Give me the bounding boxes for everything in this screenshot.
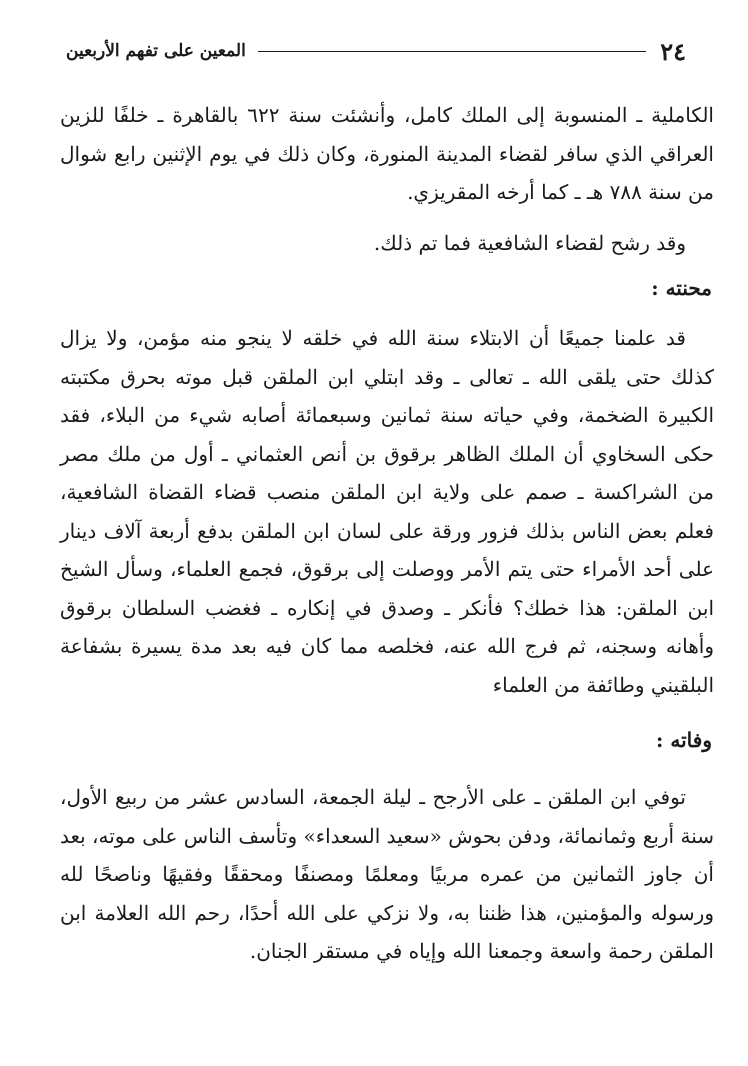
section-heading-wafat: وفاته : xyxy=(656,728,712,752)
paragraph-block-3 xyxy=(60,319,714,704)
paragraph-trial: قد علمنا جميعًا أن الابتلاء سنة الله في خلقه لا ينجو منه مؤمن، ولا يزال كذلك حتى يلقى الله ـ تعالى ـ وقد ابتلي ابن الملقن قبل موته بحرق مكتبته الكبيرة الضخمة، وفي حياته سنة ثمانين وسبعمائة أصابه شيء من البلاء، فقد حكى السخاوي أن الملك الظاهر برقوق بن أنص العثماني ـ أول من ملك مصر من الشراكسة ـ صمم على ولاية ابن الملقن منصب قضاء القضاة الشافعية، فعلم بعض الناس بذلك فزور ورقة على لسان ابن الملقن بدفع أربعة آلاف دينار على أحد الأمراء حتى يتم الأمر ووصلت إلى برقوق، فجمع العلماء، وسأل الشيخ ابن الملقن: هذا خطك؟ فأنكر ـ وصدق في إنكاره ـ فغضب السلطان برقوق وأهانه وسجنه، ثم فرج الله عنه، فخلصه مما كان فيه بعد مدة يسيرة بشفاعة البلقيني وطائفة من العلماء xyxy=(60,326,714,697)
paragraph-death: توفي ابن الملقن ـ على الأرجح ـ ليلة الجمعة، السادس عشر من ربيع الأول، سنة أربع وثمانمائة، ودفن بحوش «سعيد السعداء» وتأسف الناس على موته، بعد أن جاوز الثمانين من عمره مربيًا ومعلمًا ومصنفًا ومحققًا وفقيهًا وناصحًا لله ورسوله والمؤمنين، هذا ظننا به، ولا نزكي على الله أحدًا، رحم الله العلامة ابن الملقن رحمة واسعة وجمعنا الله وإياه في مستقر الجنان. xyxy=(59,785,714,963)
running-header xyxy=(66,34,686,68)
paragraph-block-1 xyxy=(60,96,714,212)
book-title: المعين على تفهم الأربعين xyxy=(66,41,246,61)
page-number: ٢٤ xyxy=(660,36,686,66)
paragraph-block-4 xyxy=(60,778,714,971)
header-rule xyxy=(258,51,646,52)
paragraph-appointment: الكاملية ـ المنسوبة إلى الملك كامل، وأنشئت سنة ٦٢٢ بالقاهرة ـ خلفًا للزين العراقي الذي سافر لقضاء المدينة المنورة، وكان ذلك في يوم الإثنين رابع شوال من سنة ٧٨٨ هـ ـ كما أرخه المقريزي. xyxy=(60,103,714,204)
section-heading-mihnah: محنته : xyxy=(651,276,712,300)
paragraph-block-2 xyxy=(60,224,714,263)
paragraph-nomination: وقد رشح لقضاء الشافعية فما تم ذلك. xyxy=(373,231,686,255)
